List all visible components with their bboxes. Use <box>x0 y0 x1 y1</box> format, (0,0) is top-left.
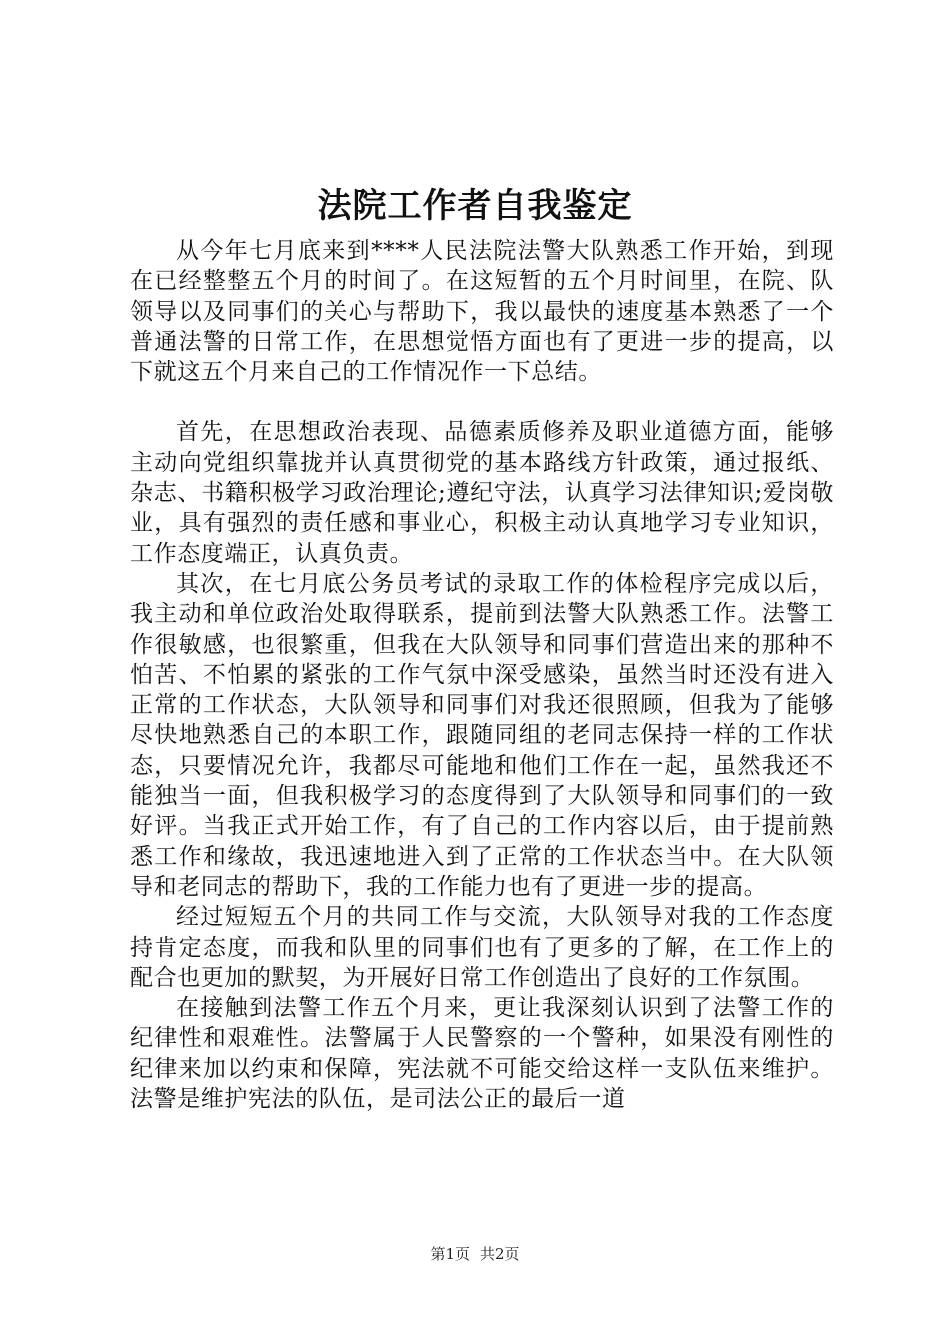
document-body <box>130 236 834 1114</box>
page-number: 第1页 <box>430 1245 470 1263</box>
page-footer <box>0 1244 950 1264</box>
paragraph-intro: 从今年七月底来到****人民法院法警大队熟悉工作开始，到现在已经整整五个月的时间了。在这短暂的五个月时间里，在院、队领导以及同事们的关心与帮助下，我以最快的速度基本熟悉了一个普通法警的日常工作，在思想觉悟方面也有了更进一步的提高，以下就这五个月来自己的工作情况作一下总结。 <box>130 238 834 386</box>
paragraph-political: 首先，在思想政治表现、品德素质修养及职业道德方面，能够主动向党组织靠拢并认真贯彻党的基本路线方针政策，通过报纸、杂志、书籍积极学习政治理论;遵纪守法，认真学习法律知识;爱岗敬业，具有强烈的责任感和事业心，积极主动认真地学习专业知识，工作态度端正，认真负责。 <box>130 419 834 567</box>
paragraph-teamwork: 经过短短五个月的共同工作与交流，大队领导对我的工作态度持肯定态度，而我和队里的同事们也有了更多的了解，在工作上的配合也更加的默契，为开展好日常工作创造出了良好的工作氛围。 <box>130 904 834 991</box>
document-title: 法院工作者自我鉴定 <box>317 186 633 226</box>
paragraph-discipline: 在接触到法警工作五个月来，更让我深刻认识到了法警工作的纪律性和艰难性。法警属于人民警察的一个警种，如果没有刚性的纪律来加以约束和保障，宪法就不可能交给这样一支队伍来维护。法警是维护宪法的队伍，是司法公正的最后一道 <box>130 995 834 1113</box>
paragraph-work-start: 其次，在七月底公务员考试的录取工作的体检程序完成以后，我主动和单位政治处取得联系，提前到法警大队熟悉工作。法警工作很敏感，也很繁重，但我在大队领导和同事们营造出来的那种不怕苦、不怕累的紧张的工作气氛中深受感染，虽然当时还没有进入正常的工作状态，大队领导和同事们对我还很照顾，但我为了能够尽快地熟悉自己的本职工作，跟随同组的老同志保持一样的工作状态，只要情况允许，我都尽可能地和他们工作在一起，虽然我还不能独当一面，但我积极学习的态度得到了大队领导和同事们的一致好评。当我正式开始工作，有了自己的工作内容以后，由于提前熟悉工作和缘故，我迅速地进入到了正常的工作状态当中。在大队领导和老同志的帮助下，我的工作能力也有了更进一步的提高。 <box>130 570 834 900</box>
page-total: 共2页 <box>480 1245 520 1263</box>
